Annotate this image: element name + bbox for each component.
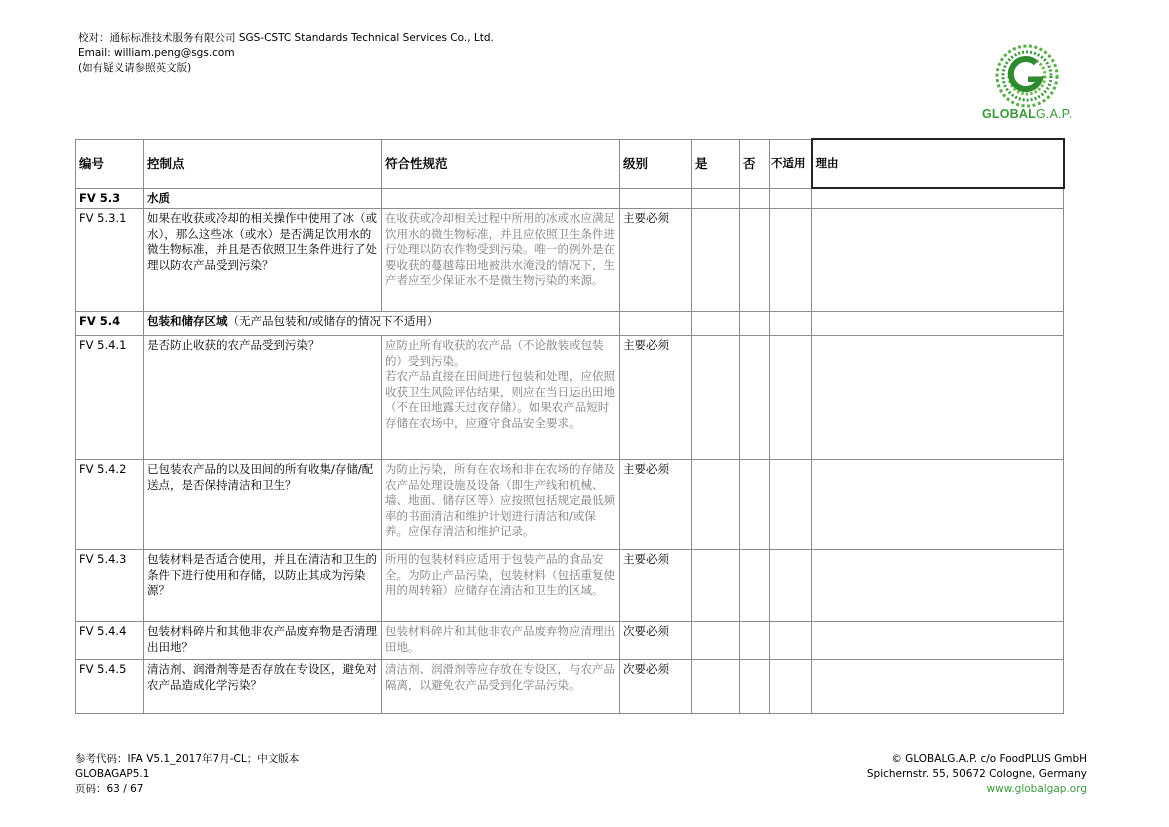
level-text: 次要必须 <box>620 660 692 714</box>
no-cell[interactable] <box>740 550 770 622</box>
reference-code: 参考代码：IFA V5.1_2017年7月-CL；中文版本 <box>75 753 300 765</box>
compliance-criteria-text: 所用的包装材料应适用于包装产品的食品安全。为防止产品污染，包装材料（包括重复使用的周转箱）应储存在清洁和卫生的区域。 <box>382 550 620 622</box>
compliance-criteria-text: 清洁剂、润滑剂等应存放在专设区，与农产品隔离，以避免农产品受到化学品污染。 <box>382 660 620 714</box>
col-no-header: 否 <box>740 139 770 188</box>
col-control-header: 控制点 <box>144 139 382 188</box>
reason-cell[interactable] <box>812 550 1064 622</box>
document-header <box>78 31 494 76</box>
section-row <box>76 188 1064 209</box>
col-criteria-header: 符合性规范 <box>382 139 620 188</box>
proofreader-line: 校对：通标标准技术服务有限公司 SGS-CSTC Standards Technical Services Co., Ltd. <box>78 32 494 44</box>
na-cell[interactable] <box>770 660 812 714</box>
level-text: 主要必须 <box>620 336 692 460</box>
yes-cell[interactable] <box>692 460 740 550</box>
col-na-header: 不适用 <box>770 139 812 188</box>
control-point-text: 是否防止收获的农产品受到污染？ <box>144 336 382 460</box>
yes-cell[interactable] <box>692 336 740 460</box>
page-number: 页码：63 / 67 <box>75 783 144 795</box>
no-cell[interactable] <box>740 460 770 550</box>
globalgap-logo-icon <box>994 43 1060 109</box>
globalgap-wordmark: GLOBALG.A.P. <box>982 107 1073 121</box>
copyright-text: © GLOBALG.A.P. c/o FoodPLUS GmbH <box>891 753 1087 765</box>
na-cell[interactable] <box>770 622 812 660</box>
reason-cell[interactable] <box>812 622 1064 660</box>
col-id-header: 编号 <box>76 139 144 188</box>
section-title: 水质 <box>144 188 382 209</box>
table-header-row <box>76 139 1064 188</box>
row-id: FV 5.4.2 <box>76 460 144 550</box>
email-line: Email: william.peng@sgs.com <box>78 47 235 59</box>
level-text: 主要必须 <box>620 550 692 622</box>
control-point-text: 如果在收获或冷却的相关操作中使用了冰（或水），那么这些冰（或水）是否满足饮用水的微生物标准，并且是否依照卫生条件进行了处理以防农产品受到污染？ <box>144 209 382 312</box>
document-code: GLOBAGAP5.1 <box>75 768 150 780</box>
reason-cell[interactable] <box>812 660 1064 714</box>
section-title: 包装和储存区域（无产品包装和/或储存的情况下不适用） <box>144 312 620 336</box>
col-yes-header: 是 <box>692 139 740 188</box>
level-text: 主要必须 <box>620 460 692 550</box>
na-cell[interactable] <box>770 336 812 460</box>
section-id: FV 5.3 <box>76 188 144 209</box>
row-id: FV 5.4.3 <box>76 550 144 622</box>
row-id: FV 5.4.1 <box>76 336 144 460</box>
table-row <box>76 550 1064 622</box>
table-row <box>76 660 1064 714</box>
yes-cell[interactable] <box>692 550 740 622</box>
no-cell[interactable] <box>740 622 770 660</box>
level-text: 主要必须 <box>620 209 692 312</box>
globalgap-logo <box>978 43 1088 127</box>
section-title-note: （无产品包装和/或储存的情况下不适用） <box>227 314 439 328</box>
na-cell[interactable] <box>770 209 812 312</box>
footer-left <box>75 752 299 797</box>
compliance-criteria-text: 在收获或冷却相关过程中所用的冰或水应满足饮用水的微生物标准，并且应依照卫生条件进行处理以防农作物受到污染。唯一的例外是在要收获的蔓越莓田地被洪水淹没的情况下，生产者应至少保证水不是微生物污染的来源。 <box>382 209 620 312</box>
yes-cell[interactable] <box>692 622 740 660</box>
reason-cell[interactable] <box>812 209 1064 312</box>
address-text: Spichernstr. 55, 50672 Cologne, Germany <box>866 768 1087 780</box>
table-row <box>76 622 1064 660</box>
no-cell[interactable] <box>740 660 770 714</box>
yes-cell[interactable] <box>692 209 740 312</box>
yes-cell[interactable] <box>692 660 740 714</box>
reason-cell[interactable] <box>812 460 1064 550</box>
col-reason-header: 理由 <box>812 139 1064 188</box>
level-text: 次要必须 <box>620 622 692 660</box>
na-cell[interactable] <box>770 460 812 550</box>
table-row <box>76 460 1064 550</box>
note-line: (如有疑义请参照英文版) <box>78 62 192 74</box>
row-id: FV 5.3.1 <box>76 209 144 312</box>
row-id: FV 5.4.5 <box>76 660 144 714</box>
section-row <box>76 312 1064 336</box>
row-id: FV 5.4.4 <box>76 622 144 660</box>
compliance-criteria-text: 包装材料碎片和其他非农产品废弃物应清理出田地。 <box>382 622 620 660</box>
na-cell[interactable] <box>770 550 812 622</box>
reason-cell[interactable] <box>812 336 1064 460</box>
website-link[interactable]: www.globalgap.org <box>986 783 1087 795</box>
control-point-text: 包装材料是否适合使用，并且在清洁和卫生的条件下进行使用和存储，以防止其成为污染源？ <box>144 550 382 622</box>
checklist-table <box>75 138 1065 714</box>
col-level-header: 级别 <box>620 139 692 188</box>
no-cell[interactable] <box>740 336 770 460</box>
compliance-criteria-text: 应防止所有收获的农产品（不论散装或包装的）受到污染。 若农产品直接在田间进行包装和处理，应依照收获卫生风险评估结果，则应在当日运出田地（不在田地露天过夜存储）。如果农产品短时存储在农场中，应遵守食品安全要求。 <box>382 336 620 460</box>
control-point-text: 已包装农产品的以及田间的所有收集/存储/配送点，是否保持清洁和卫生？ <box>144 460 382 550</box>
table-row <box>76 336 1064 460</box>
control-point-text: 清洁剂、润滑剂等是否存放在专设区，避免对农产品造成化学污染？ <box>144 660 382 714</box>
footer-right <box>867 752 1087 797</box>
control-point-text: 包装材料碎片和其他非农产品废弃物是否清理出田地？ <box>144 622 382 660</box>
compliance-criteria-text: 为防止污染，所有在农场和非在农场的存储及农产品处理设施及设备（即生产线和机械、墙、地面、储存区等）应按照包括规定最低频率的书面清洁和维护计划进行清洁和/或保养。应保存清洁和维护记录。 <box>382 460 620 550</box>
no-cell[interactable] <box>740 209 770 312</box>
table-row <box>76 209 1064 312</box>
section-id: FV 5.4 <box>76 312 144 336</box>
